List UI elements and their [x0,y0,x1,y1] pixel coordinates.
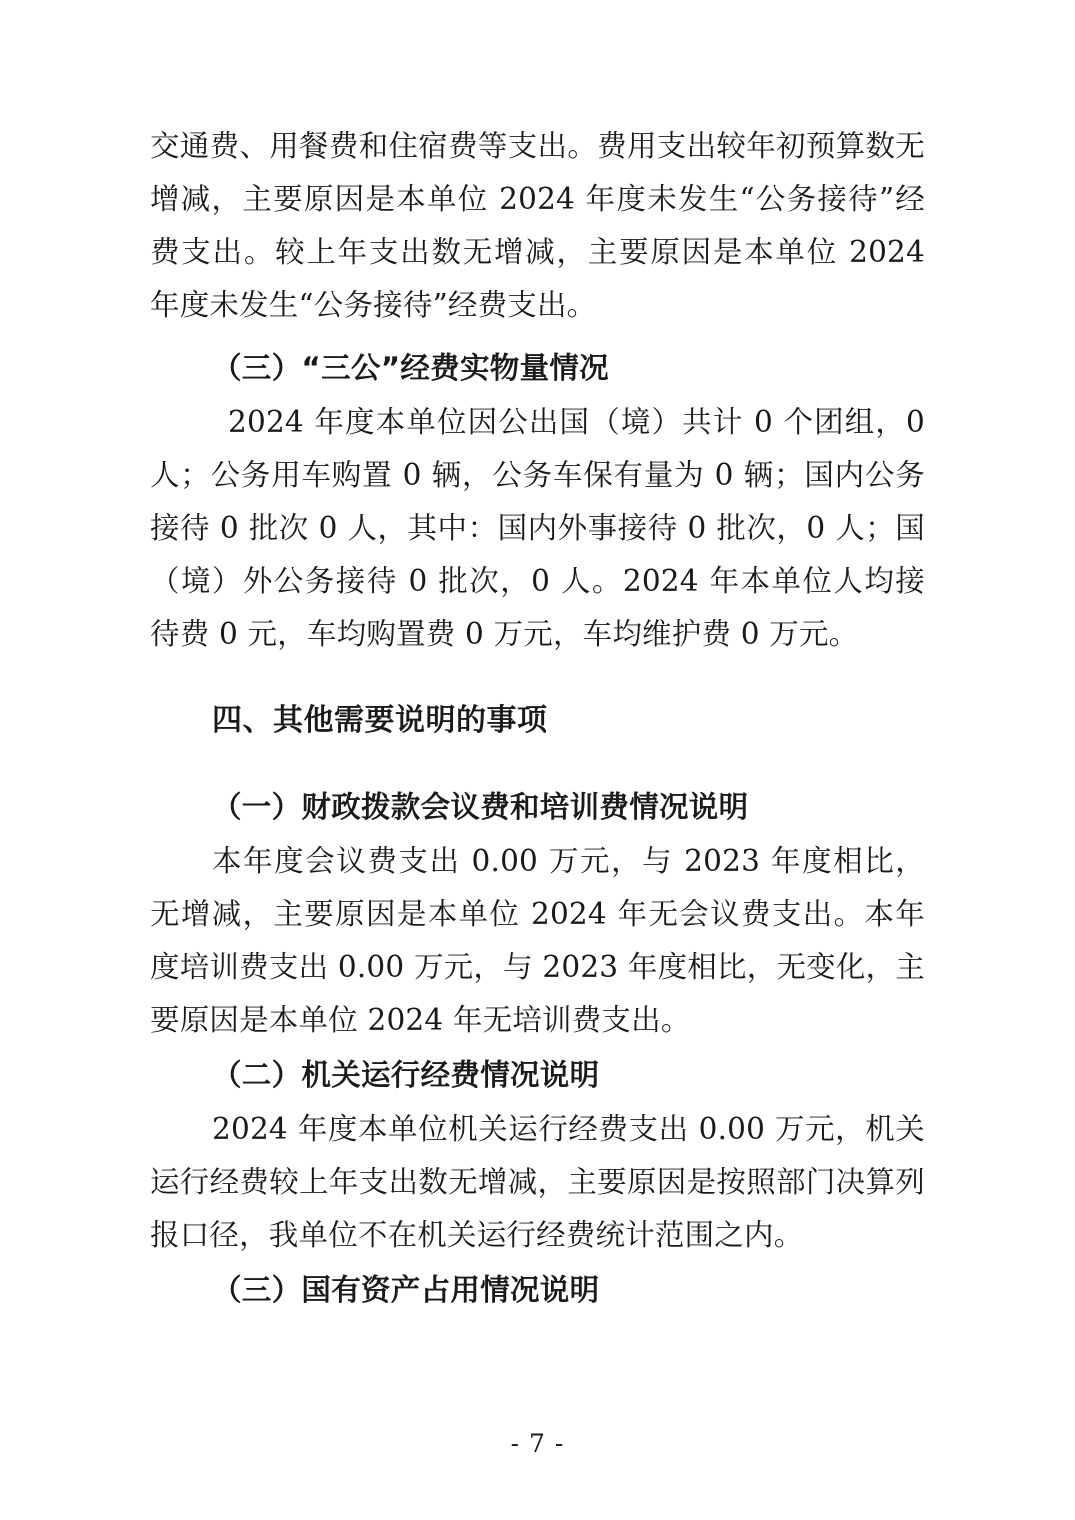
subheading-meeting-training-expense: （一）财政拨款会议费和培训费情况说明 [212,790,749,824]
page-number: - 7 - [510,1429,565,1458]
paragraph-physical-quantity-detail: 2024 年度本单位因公出国（境）共计 0 个团组，0 人；公务用车购置 0 辆，公务车保有量为 0 辆；国内公务接待 0 批次 0 人，其中：国内外事接待 0 批次，0 人；国（境）外公务接待 0 批次，0 人。2024 年本单位人均接待费 0 元，车均购置费 0 万元，车均维护费 0 万元。 [150,405,925,651]
paragraph-official-reception-expense: 交通费、用餐费和住宿费等支出。费用支出较年初预算数无增减，主要原因是本单位 2024 年度未发生“公务接待”经费支出。较上年支出数无增减，主要原因是本单位 2024 年度未发生“公务接待”经费支出。 [150,129,925,322]
subheading-state-owned-assets: （三）国有资产占用情况说明 [212,1273,600,1307]
heading-other-matters: 四、其他需要说明的事项 [212,703,548,738]
paragraph-agency-operating-detail: 2024 年度本单位机关运行经费支出 0.00 万元，机关运行经费较上年支出数无增减，主要原因是按照部门决算列报口径，我单位不在机关运行经费统计范围之内。 [150,1112,925,1252]
document-body [150,120,925,1316]
section-spacer [150,663,925,681]
subheading-three-public-physical-quantity: （三）“三公”经费实物量情况 [212,351,609,385]
paragraph-meeting-training-detail: 本年度会议费支出 0.00 万元，与 2023 年度相比，无增减，主要原因是本单位 2024 年无会议费支出。本年度培训费支出 0.00 万元，与 2023 年度相比，无变化，主要原因是本单位 2024 年无培训费支出。 [150,844,925,1037]
subheading-agency-operating-expense: （二）机关运行经费情况说明 [212,1058,600,1092]
section-spacer-2 [150,753,925,771]
